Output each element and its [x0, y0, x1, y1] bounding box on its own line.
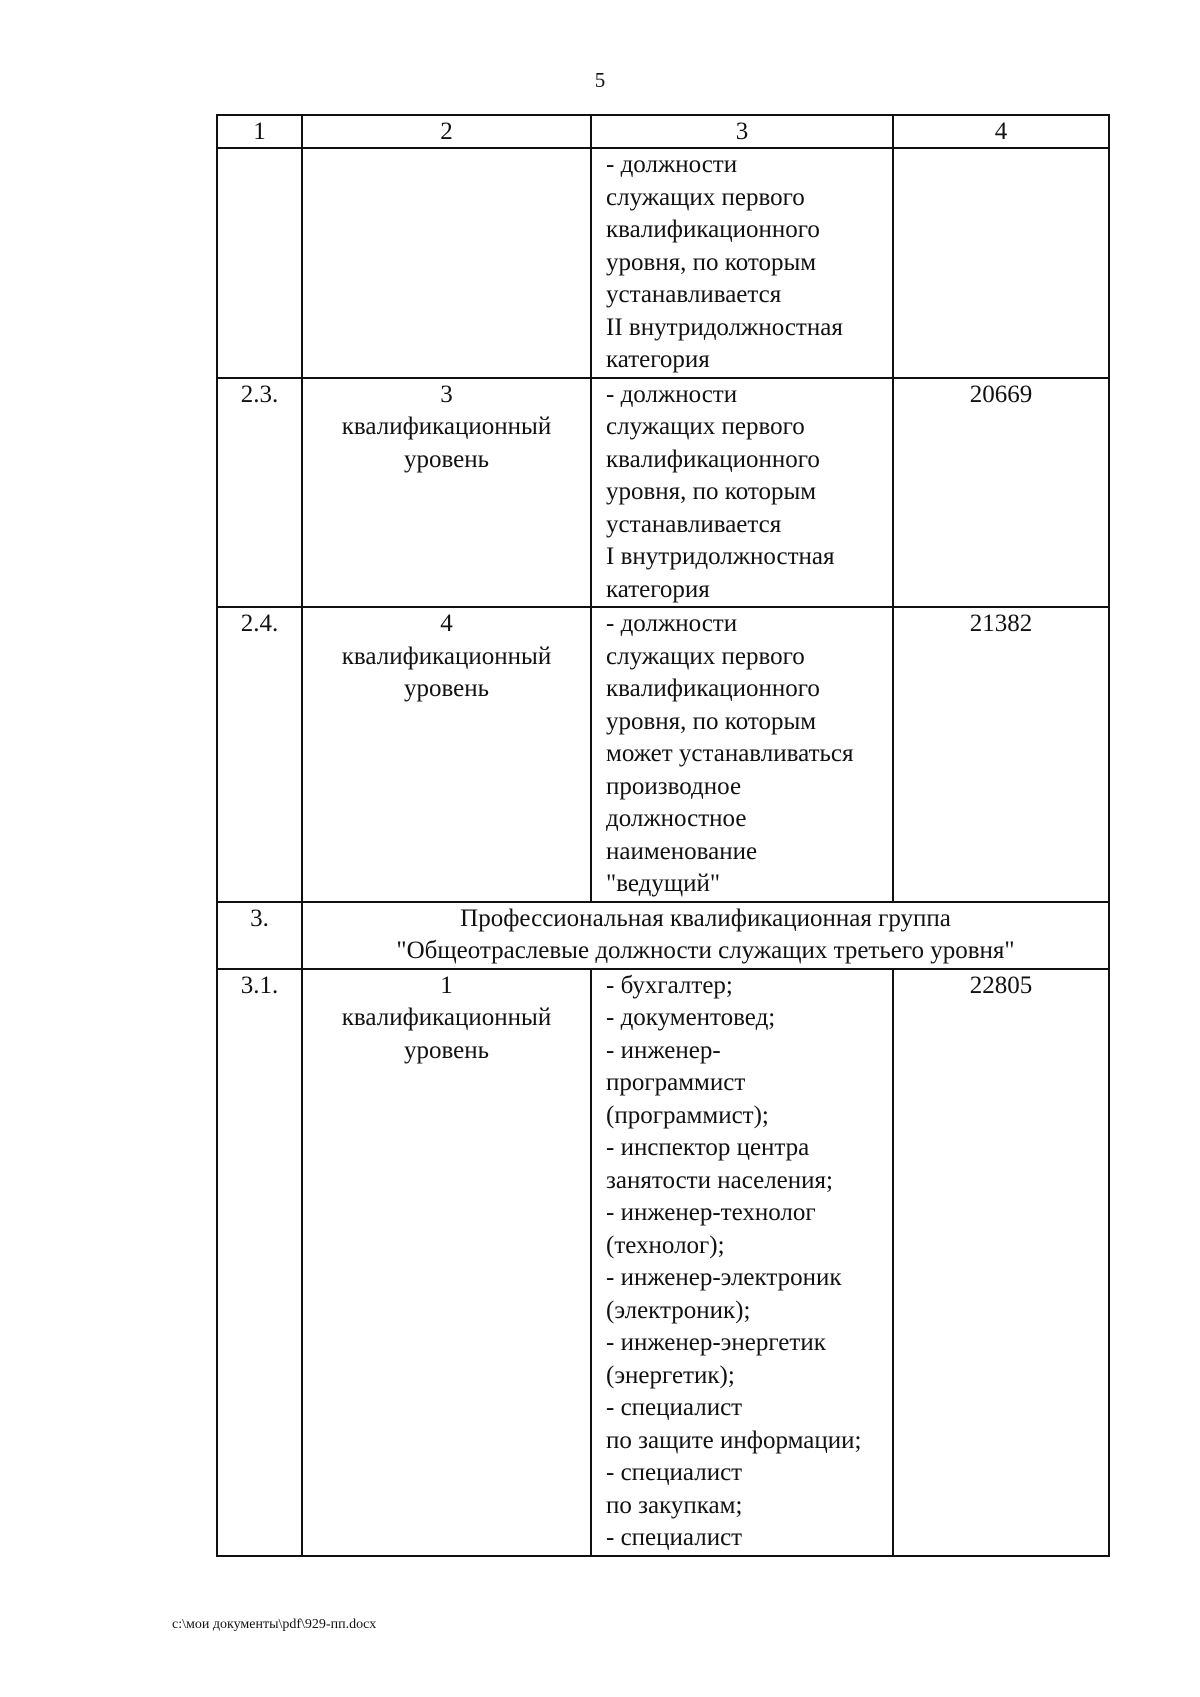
salary-table	[216, 114, 1110, 1557]
description-line: по защите информации;	[606, 1426, 862, 1454]
table-row-2-3	[217, 378, 1109, 608]
description-line: II внутридолжностная	[606, 313, 843, 341]
description-line: служащих первого	[606, 413, 805, 440]
description-line: (электроник);	[606, 1296, 751, 1324]
description-line: должностное	[606, 805, 747, 832]
row-number-cell	[217, 148, 302, 378]
description-line: - документовед;	[606, 1004, 776, 1031]
description-line: (технолог);	[606, 1231, 725, 1259]
level-line: 3	[440, 380, 453, 408]
description-line: устанавливается	[606, 510, 782, 538]
description-cell	[591, 378, 893, 608]
group-title-line: "Общеотраслевые должности служащих третьего уровня"	[396, 937, 1015, 964]
description-line: устанавливается	[606, 281, 782, 308]
level-line: уровень	[403, 675, 490, 702]
row-number-cell: 2.4.	[217, 607, 302, 902]
description-cell	[591, 969, 893, 1556]
description-line: - специалист	[606, 1394, 743, 1421]
row-number-cell: 3.	[217, 902, 302, 969]
description-line: служащих первого	[606, 642, 805, 670]
row-number-cell: 2.3.	[217, 378, 302, 608]
level-cell	[302, 148, 591, 378]
group-title-line: Профессиональная квалификационная группа	[460, 904, 951, 932]
description-cell	[591, 607, 893, 902]
table-row-2-4	[217, 607, 1109, 902]
description-line: - инспектор центра	[606, 1134, 810, 1161]
level-line: квалификационный	[341, 413, 552, 440]
table-row-continuation	[217, 148, 1109, 378]
description-line: категория	[606, 346, 710, 373]
header-cell-3: 3	[591, 115, 893, 148]
level-line: квалификационный	[341, 642, 552, 670]
description-line: - специалист	[606, 1459, 743, 1486]
level-line: квалификационный	[341, 1004, 552, 1031]
description-line: - специалист	[606, 1524, 743, 1551]
level-line: 1	[440, 971, 453, 999]
description-line: квалификационного	[606, 445, 820, 473]
row-number-cell: 3.1.	[217, 969, 302, 1556]
description-line: программист	[606, 1069, 746, 1096]
description-line: - должности	[606, 610, 738, 637]
salary-cell	[893, 148, 1109, 378]
description-cell	[591, 148, 893, 378]
description-line: наименование	[606, 837, 758, 865]
description-line: - инженер-энергетик	[606, 1329, 826, 1356]
table-row-group-3	[217, 902, 1109, 969]
group-title-cell	[302, 902, 1109, 969]
description-line: уровня, по которым	[606, 707, 817, 735]
description-line: по закупкам;	[606, 1491, 743, 1519]
level-cell	[302, 378, 591, 608]
header-cell-2: 2	[302, 115, 591, 148]
table-row-3-1	[217, 969, 1109, 1556]
description-line: (энергетик);	[606, 1361, 735, 1389]
salary-cell: 22805	[893, 969, 1109, 1556]
description-line: - должности	[606, 380, 738, 408]
header-cell-1: 1	[217, 115, 302, 148]
description-line: квалификационного	[606, 675, 820, 702]
level-cell	[302, 607, 591, 902]
description-line: "ведущий"	[606, 870, 721, 897]
level-cell	[302, 969, 591, 1556]
level-line: уровень	[403, 445, 490, 473]
salary-cell: 21382	[893, 607, 1109, 902]
description-line: занятости населения;	[606, 1166, 833, 1194]
level-line: уровень	[403, 1036, 490, 1064]
description-line: квалификационного	[606, 216, 820, 243]
description-line: - должности	[606, 151, 738, 178]
description-line: (программист);	[606, 1101, 769, 1129]
description-line: категория	[606, 575, 710, 603]
header-cell-4: 4	[893, 115, 1109, 148]
description-line: - бухгалтер;	[606, 971, 733, 999]
description-line: - инженер-электроник	[606, 1264, 842, 1291]
table-header-row	[217, 115, 1109, 148]
description-line: уровня, по которым	[606, 478, 817, 505]
description-line: может устанавливаться	[606, 740, 854, 767]
description-line: - инженер-технолог	[606, 1199, 816, 1226]
description-line: I внутридолжностная	[606, 543, 835, 570]
description-line: служащих первого	[606, 183, 805, 211]
level-line: 4	[440, 610, 453, 637]
footer-file-path: c:\мои документы\pdf\929-пп.docx	[172, 1617, 377, 1632]
description-line: - инженер-	[606, 1036, 721, 1064]
salary-cell: 20669	[893, 378, 1109, 608]
description-line: производное	[606, 772, 742, 800]
description-line: уровня, по которым	[606, 248, 817, 276]
page-number: 5	[594, 68, 606, 92]
